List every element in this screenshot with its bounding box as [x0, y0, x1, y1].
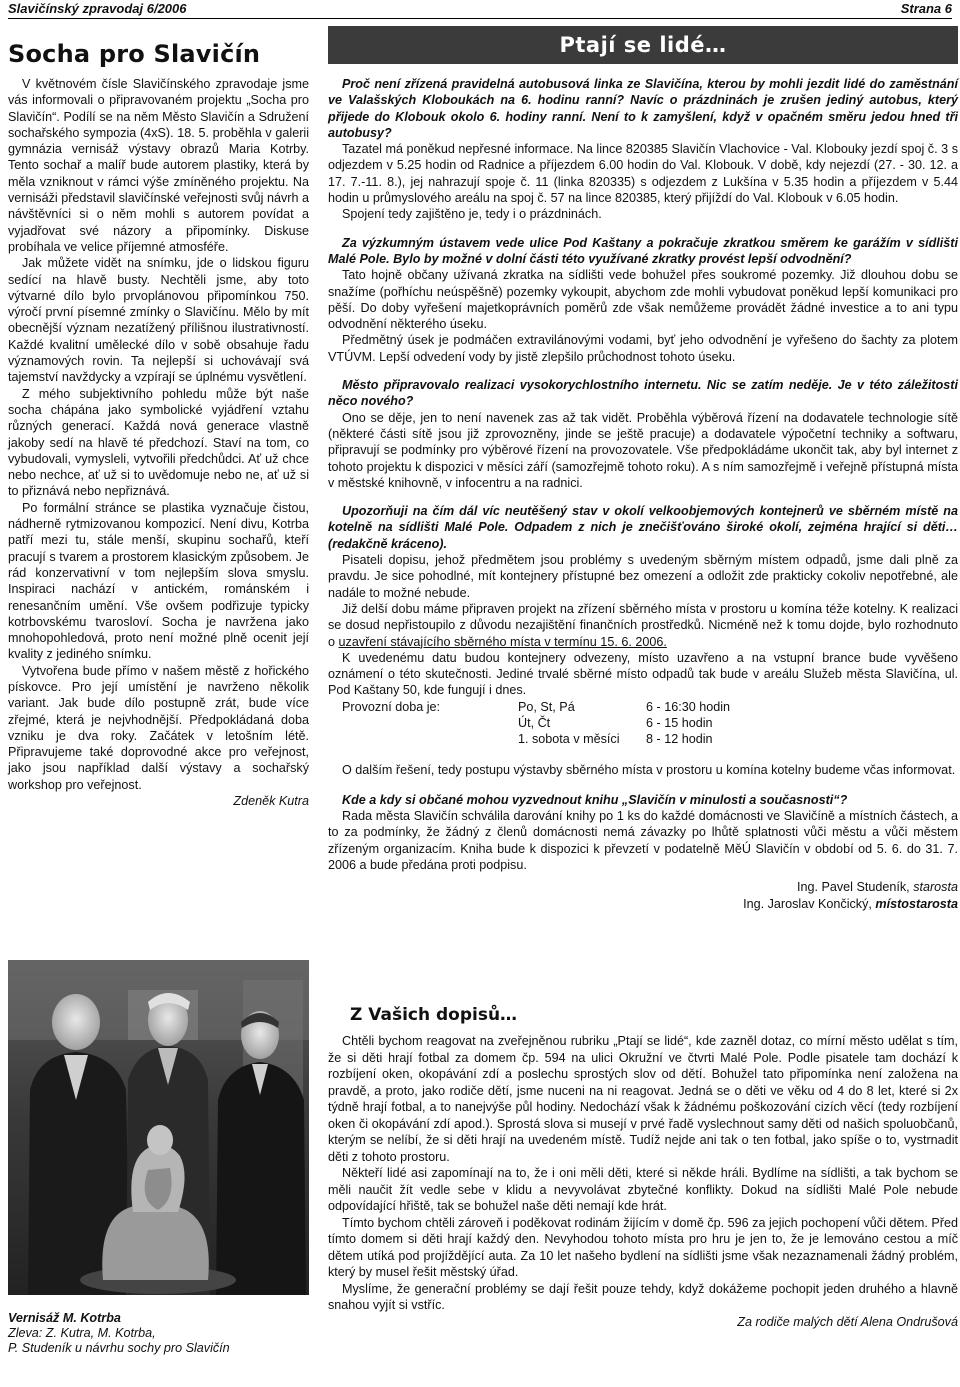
- signature-role: místostarosta: [875, 896, 958, 911]
- opening-hours-table: [342, 699, 730, 748]
- signature-line: [328, 879, 958, 895]
- caption-line: Vernisáž M. Kotrba: [8, 1311, 121, 1325]
- hours-time: 6 - 16:30 hodin: [646, 699, 731, 714]
- reader-question: Za výzkumným ústavem vede ulice Pod Kaštany a pokračuje zkratkou směrem ke garážím v sídlišti Malé Pole. Bylo by možné v dolní části této využívané zkratky provést lepší odvodnění?: [328, 235, 958, 266]
- answer-paragraph: Tazatel má poněkud nepřesné informace. Na lince 820385 Slavičín Vlachovice - Val. Klobouky jezdí spoj č. 3 s odjezdem v 5.25 hodin od Radnice a příjezdem 6.00 hodin do Val. Klobouk. V době, kdy nejezdí (27. - 30. 12. a 17. 7.-11. 8.), jej nahrazují spoje č. 11 (linka 820335) s odjezdem z Lukšína v 5.35 hodin a příjezdem v 5.44 hodin u průmyslového areálu na spoj č. 57 na lince 820385, který přijíždí do Val. Klobouk v 6.05 hodin.: [328, 142, 958, 206]
- caption-line: Zleva: Z. Kutra, M. Kotrba,: [8, 1326, 156, 1340]
- ptaji-se-lide-section: [328, 26, 958, 912]
- page-header: [8, 0, 952, 19]
- reader-question: Kde a kdy si občané mohou vyzvednout knihu „Slavičín v minulosti a současnosti“?: [342, 792, 848, 807]
- reader-question: Město připravovalo realizaci vysokorychlostního internetu. Nic se zatím neděje. Je v této záležitosti něco nového?: [328, 378, 958, 409]
- answer-paragraph: Předmětný úsek je podmáčen extravilánovými vodami, byť jeho odvodnění je vyřešeno do šachty za plotem VTÚVM. Lepší odvedení vody by jistě zlepšilo průchodnost tohoto úseku.: [328, 333, 958, 364]
- table-row: [342, 715, 730, 731]
- signature-role: starosta: [913, 880, 958, 895]
- signature-name: Ing. Jaroslav Končický,: [743, 896, 876, 911]
- closure-date-text: uzavření stávajícího sběrného místa v termínu 15. 6. 2006.: [338, 634, 667, 649]
- hours-time: 6 - 15 hodin: [646, 715, 713, 730]
- letter-signature: Za rodiče malých dětí Alena Ondrušová: [737, 1314, 958, 1329]
- vernissage-photo: [8, 960, 309, 1295]
- section-banner: Ptají se lidé…: [328, 26, 958, 64]
- article-paragraph: V květnovém čísle Slavičínského zpravodaje jsme vás informovali o připravovaném projektu „Socha pro Slavičín“. Podílí se na něm Město Slavičín a Sdružení sochařského sympozia (4xS). 18. 5. proběhla v galerii gymnázia vernisáž výstavy obrazů Maria Kotrby. Tento sochař a malíř bude autorem plastiky, která by měla vzniknout v rámci výše zmíněného projektu. Na vernisáži představil slavičínské veřejnosti svůj návrh a návštěvníci si o něm mohli s autorem povídat a vyjadřovat své názory a připomínky. Diskuse probíhala ve velice příjemné atmosféře.: [8, 77, 309, 254]
- article-paragraph: Vytvořena bude přímo v našem městě z hořického pískovce. Pro její umístění je navrženo několik variant. Jak bude dílo postupně zrát, bude více zřejmé, která je nejvhodnější. Předpokládaná doba vzniku je dva roky. Začátek v letošním létě. Připravujeme také doprovodné akce pro veřejnost, jako jsou například další výstavy a sochařský workshop pro veřejnost.: [8, 663, 309, 792]
- hours-time: 8 - 12 hodin: [646, 732, 713, 747]
- answer-paragraph: K uvedenému datu budou kontejnery odvezeny, místo uzavřeno a na vstupní brance bude vyvěšeno oznámení o této skutečnosti. Jediné trvalé sběrné místo odpadů tak bude v areálu Služeb města Slavičína, ul. Pod Kaštany 50, kde fungují i dnes.: [328, 650, 958, 698]
- letter-paragraph: Tímto bychom chtěli zároveň i poděkovat rodinám žijícím v domě čp. 596 za jejich pochopení vůči dětem. Před tímto domem si děti hrají každý den. Nevyhodou tohoto místa pro hru je jen to, že je lemováno cestou a míč dětem utíká pod projíždějící auta. Za 10 let našeho bydlení na sídlišti jsme však nezaznamenali žádný problém, který by musel řešit městský úřad.: [328, 1215, 958, 1279]
- answer-paragraph: [328, 601, 958, 650]
- table-row: [342, 699, 730, 715]
- answer-paragraph: Pisateli dopisu, jehož předmětem jsou problémy s uvedeným sběrným místem odpadů, jsme dali plně za pravdu. Je sice pohodlné, mít kontejnery přístupné bez omezení a odložit zde prakticky cokoliv nepotřebné, ale nadále to možné nebude.: [328, 553, 958, 600]
- reader-question: Upozorňuji na čím dál víc neutěšený stav v okolí velkoobjemových kontejnerů ve sběrném místě na kotelně na sídlišti Malé Pole. Odpadem z nich je znečišťováno široké okolí, zejména hrající si děti… (redakčně kráceno).: [328, 504, 958, 551]
- signature-line: [328, 896, 958, 912]
- answer-paragraph: Tato hojně občany užívaná zkratka na sídlišti vede bohužel přes soukromé pozemky. Již dlouhou dobu se snažíme (pořhíchu neúspěšně) pozemky vykoupit, abychom zde mohli vybudovat poněkud lepší komunikaci pro pěší. Do doby vyřešení majetkoprávních poměrů zde však nemůžeme provádět žádné investice a to ani typu odvodnění některého úseku.: [328, 268, 958, 332]
- letter-paragraph: Chtěli bychom reagovat na zveřejněnou rubriku „Ptají se lidé“, kde zazněl dotaz, co mírní město udělat s tím, že si děti hrají fotbal za domem čp. 594 na ulici Okružní ve čtvrti Malé Pole. Podle pisatele tam dochází k rozbíjení oken, okopávání zdí a poslechu sprostých slov od dětí. Bohužel tato připomínka není založena na pravdě, a proto, jako rodiče dětí, jsme nuceni na ni reagovat. Jedná se o děti ve věku od 4 do 8 let, které si 2x týdně hrají fotbal, a to nanejvýše půl hodiny. Nedochází však k žádnému poškozování cizích věcí (tedy rozbíjení oken či okopávání zdí apod.). Sprostá slova si musejí v prvé řadě vyslechnout samy děti od našich spoluobčanů, kterým se nelíbí, že si děti hrají na uvedeném místě. Tudíž nejde ani tak o ten fotbal, jako spíše o to, vystrnadit děti z tohoto prostoru.: [328, 1034, 958, 1164]
- letter-paragraph: Někteří lidé asi zapomínají na to, že i oni měli děti, které si někde hráli. Bydlíme na sídlišti, a tak bychom se měli naučit žít vedle sebe v klidu a nevyvolávat zbytečné konflikty. Dokud na sídlišti Malé Pole nebude odpovídající hřiště, tak se bohužel naše děti nemají kde hrát.: [328, 1166, 958, 1213]
- answer-paragraph: O dalším řešení, tedy postupu výstavby sběrného místa v prostoru u komína kotelny budeme včas informovat.: [342, 762, 956, 777]
- caption-line: P. Studeník u návrhu sochy pro Slavičín: [8, 1341, 230, 1355]
- article-paragraph: Po formální stránce se plastika vyznačuje čistou, nádherně rytmizovanou kompozicí. Není divu, Kotrba patří mezi tu, stále menší, skupinu sochařů, kteří pracují s tvarem a prostorem klasickým způsobem. Je rád konzervativní v tom nejlepším slova smyslu. Inspiraci nachází v antickém, románském i renesančním umění. Vše ovšem podřizuje typicky kotrbovskému tvarosloví. Socha je navržena jako mnohopohledová, proto není možné plně ocenit její kvality z jediného snímku.: [8, 500, 309, 662]
- hours-label: Provozní doba je:: [342, 699, 441, 714]
- hours-days: Út, Čt: [518, 715, 551, 730]
- answer-paragraph: Rada města Slavičín schválila darování knihy po 1 ks do každé domácnosti ve Slavičíně a místních částech, a to za podmínky, že žádný z členů domácnosti nemá závazky po lhůtě splatnosti vůči městu a vůči městem zřízeným organizacím. Kniha bude k dispozici k převzetí v podatelně MěÚ Slavičín v období od 5. 6. do 31. 7. 2006 a bude předána proti podpisu.: [328, 809, 958, 873]
- article-socha: [8, 26, 309, 809]
- photo-caption: [8, 1311, 309, 1356]
- signature-name: Ing. Pavel Studeník,: [796, 880, 914, 895]
- hours-days: 1. sobota v měsíci: [518, 732, 620, 747]
- answer-paragraph: Ono se děje, jen to není navenek zas až tak vidět. Proběhla výběrová řízení na dodavatele technologie sítě (některé části sítě jsou již zprovozněny, jinde se ještě pracuje) a dodavatele výpočetní techniky a softwaru, připravují se podmínky pro výběrové řízení na provozovatele. Vše předpokládáme ukončit tak, aby byl internet z tohoto projektu k dispozici v měsíci září (samozřejmě tohoto roku). A s ním samozřejmě i veřejně přístupná místa v městské knihovně, v infocentru a na radnici.: [328, 410, 958, 490]
- reader-question: Proč není zřízená pravidelná autobusová linka ze Slavičína, kterou by mohli jezdit lidé do zaměstnání ve Valašských Kloboukách na 6. hodinu ranní? Navíc o prázdninách je zrušen jediný autobus, který přijede do Klobouk okolo 6. hodiny ranní. Není to k zamyšlení, když v opačném směru jedou hned tři autobusy?: [328, 77, 958, 140]
- letters-title: Z Vašich dopisů…: [350, 1005, 518, 1025]
- page-number: Strana 6: [900, 1, 952, 16]
- hours-days: Po, St, Pá: [518, 699, 575, 714]
- letter-paragraph: Myslíme, že generační problémy se dají řešit pouze tehdy, když dokážeme pochopit jeden druhého a hlavně snahou vyjít si vstříc.: [328, 1281, 958, 1312]
- letters-section: [328, 1005, 958, 1330]
- table-row: [342, 731, 730, 747]
- answer-text: Již delší dobu máme připraven projekt na zřízení sběrného místa v prostoru u komína téže kotelny. K realizaci se dosud nepřistoupilo z důvodu nezajištění finančních prostředků. Nicméně než k tomu dojde, bylo rozhodnuto o: [328, 601, 958, 649]
- article-title: Socha pro Slavičín: [8, 40, 261, 68]
- article-paragraph: Jak můžete vidět na snímku, jde o lidskou figuru sedící na hlavě busty. Nechtěli jsme, aby toto výtvarné dílo bylo prvoplánovou připomínkou 750. výročí první písemné zmínky o Slavičínu. Mělo by mít obecnější význam nezatížený přílišnou ilustrativností. Každé kvalitní umělecké dílo v sobě obsahuje řadu významových rovin. Ta nejlepší si uchovávají svá tajemství navždycky a vzpírají se úplnému vysvětlení.: [8, 256, 309, 385]
- article-signature: Zdeněk Kutra: [233, 794, 309, 809]
- publication-title: Slavičínský zpravodaj 6/2006: [8, 1, 187, 16]
- article-paragraph: Z mého subjektivního pohledu může být naše socha chápána jako symbolické vyjádření vztahu různých generací. Každá nová generace vlastně jakoby sedí na hlavě té předchozí. Staví na tom, co vybudovali, vymysleli, vytvořili předchůdci. Ať už chce nebo nechce, ať už si to uvědomuje nebo ne, ať už si to přiznává nebo nepřiznává.: [8, 386, 309, 499]
- answer-paragraph: Spojení tedy zajištěno je, tedy i o prázdninách.: [342, 207, 602, 222]
